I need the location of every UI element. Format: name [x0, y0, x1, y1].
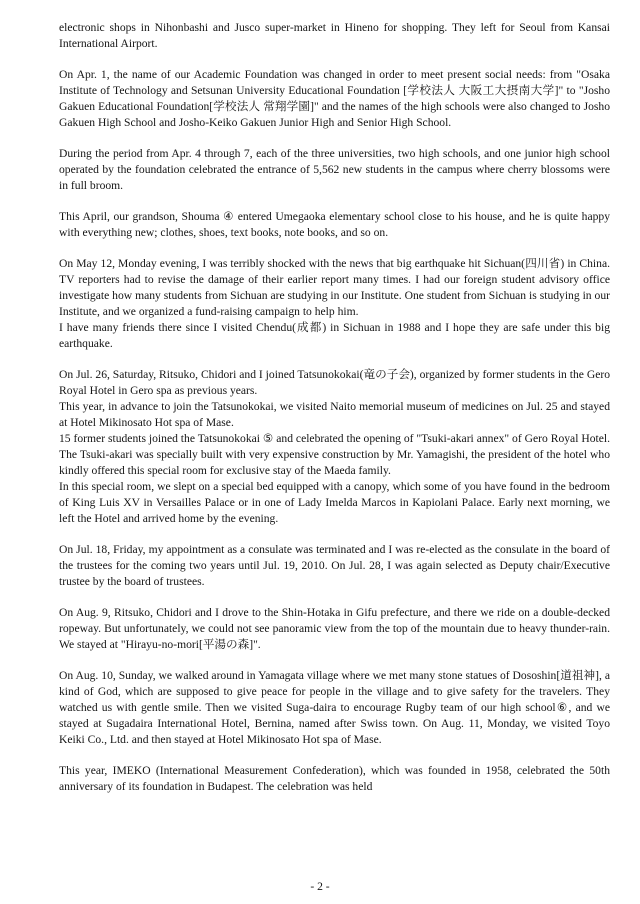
- paragraph-sichuan-earthquake: On May 12, Monday evening, I was terribly shocked with the news that big earthquake hit Sichuan(四川省) in China. TV reporters had to revise the damage of their earlier report many times. I had our foreign student advisory office investigate how many students from Sichuan are studying in our Institute. One student from Sichuan is studying in our Institute, and we organized a fund-raising campaign to help him.: [59, 257, 610, 318]
- paragraph-shin-hotaka: On Aug. 9, Ritsuko, Chidori and I drove to the Shin-Hotaka in Gifu prefecture, and there we ride on a double-decked ropeway. But unfortunately, we could not see panoramic view from the top of the mountain due to heavy thunder-rain. We stayed at "Hirayu-no-mori[平湯の森]".: [59, 606, 610, 651]
- paragraph-tatsunokokai: On Jul. 26, Saturday, Ritsuko, Chidori and I joined Tatsunokokai(竜の子会), organized by former students in the Gero Royal Hotel in Gero spa as previous years.: [59, 368, 610, 397]
- paragraph-consulate: On Jul. 18, Friday, my appointment as a consulate was terminated and I was re-elected as the consulate in the board of the trustees for the coming two years until Jul. 19, 2010. On Jul. 28, I was again selected as Deputy chair/Executive trustee by the board of trustees.: [59, 543, 610, 588]
- paragraph-special-room: In this special room, we slept on a special bed equipped with a canopy, which some of you have found in the bedroom of King Luis XV in Versailles Palace or in one of Lady Imelda Marcos in Kapiolani Palace. Early next morning, we left the Hotel and arrived home by the evening.: [59, 480, 610, 525]
- paragraph-yamagata-village: On Aug. 10, Sunday, we walked around in Yamagata village where we met many stone statues of Dososhin[道祖神], a kind of God, which are supposed to give peace for people in the village and to give safety for the travelers. They watched us with gentle smile. Then we visited Suga-daira to encourage Rugby team of our high school⑥, and we stayed at Sugadaira International Hotel, Bernina, named after Swiss town. On Aug. 11, Monday, we visited Toyo Keiki Co., Ltd. and then stayed at Hotel Mikinosato Hot spa of Mase.: [59, 669, 610, 746]
- paragraph-imeko: This year, IMEKO (International Measurement Confederation), which was founded in 1958, celebrated the 50th anniversary of its foundation in Budapest. The celebration was held: [59, 764, 610, 793]
- paragraph-naito-museum: This year, in advance to join the Tatsunokokai, we visited Naito memorial museum of medicines on Jul. 25 and stayed at Hotel Mikinosato Hot spa of Mase.: [59, 400, 610, 429]
- paragraph-tsuki-akari: 15 former students joined the Tatsunokokai ⑤ and celebrated the opening of "Tsuki-akari annex" of Gero Royal Hotel. The Tsuki-akari was specially built with very expensive construction by Mr. Yamagishi, the president of the hotel who kindly offered this special room for exclusive stay of the Maeda family.: [59, 432, 610, 477]
- paragraph-chendu-friends: I have many friends there since I visited Chendu(成都) in Sichuan in 1988 and I hope they are safe under this big earthquake.: [59, 321, 610, 350]
- paragraph-seoul-departure: electronic shops in Nihonbashi and Jusco super-market in Hineno for shopping. They left for Seoul from Kansai International Airport.: [59, 21, 610, 50]
- paragraph-entrance-ceremony: During the period from Apr. 4 through 7, each of the three universities, two high schools, and one junior high school operated by the foundation celebrated the entrance of 5,562 new students in the campus where cherry blossoms were in full broom.: [59, 147, 610, 192]
- paragraph-grandson-school: This April, our grandson, Shouma ④ entered Umegaoka elementary school close to his house, and he is quite happy with everything new; clothes, shoes, text books, note books, and so on.: [59, 210, 610, 239]
- paragraph-foundation-rename: On Apr. 1, the name of our Academic Foundation was changed in order to meet present social needs: from "Osaka Institute of Technology and Setsunan University Educational Foundation [学校法人 大阪工大摂南大学]" to "Josho Gakuen Educational Foundation[学校法人 常翔学園]" and the names of the high schools were also changed to Josho Gakuen High School and Josho-Keiko Gakuen Junior High and Senior High School.: [59, 68, 610, 129]
- page-number: - 2 -: [310, 880, 330, 893]
